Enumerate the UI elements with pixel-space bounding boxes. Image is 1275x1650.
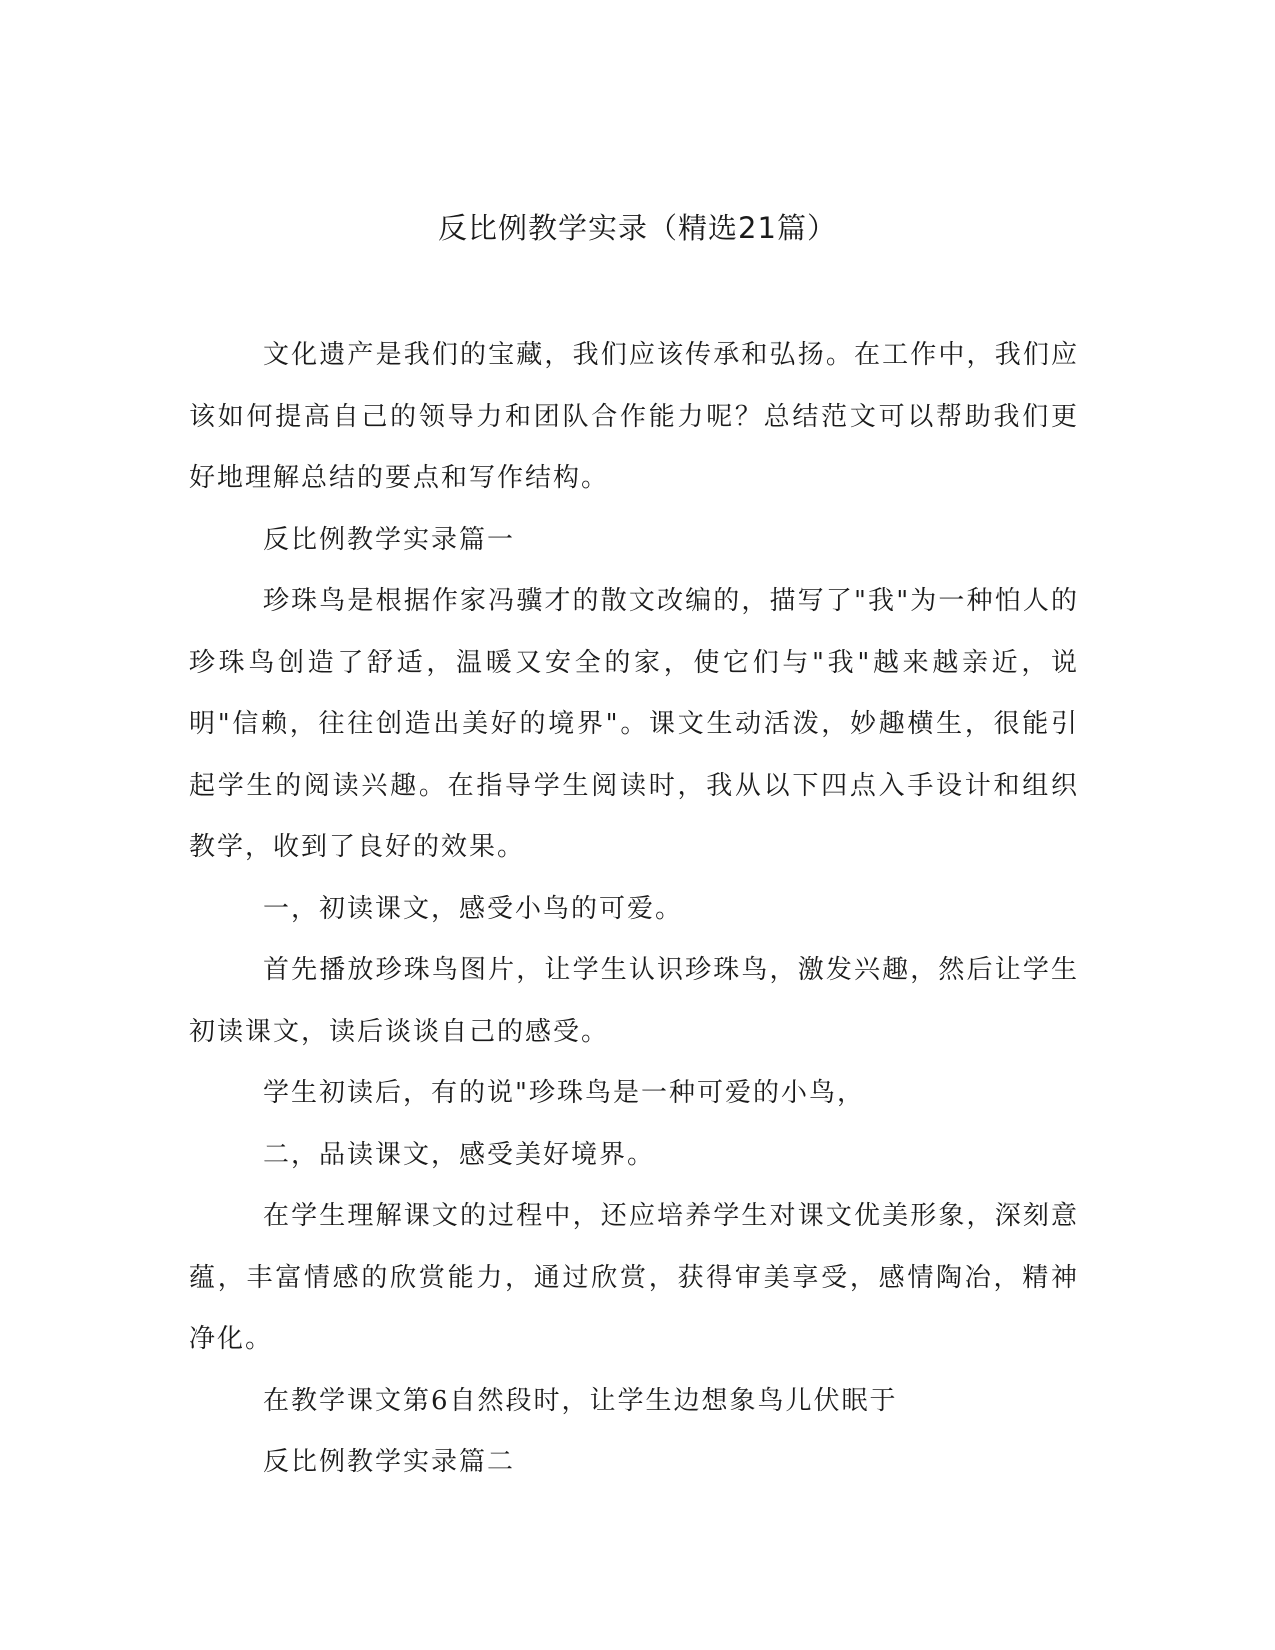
document-title: 反比例教学实录（精选21篇）	[438, 211, 837, 245]
paragraph-pearl-bird-intro: 珍珠鸟是根据作家冯骥才的散文改编的，描写了"我"为一种怕人的珍珠鸟创造了舒适，温暖又安全的家，使它们与"我"越来越亲近，说明"信赖，往往创造出美好的境界"。课文生动活泼，妙趣横生，很能引起学生的阅读兴趣。在指导学生阅读时，我从以下四点入手设计和组织教学，收到了良好的效果。	[189, 586, 1079, 862]
paragraph-first-reading: 首先播放珍珠鸟图片，让学生认识珍珠鸟，激发兴趣，然后让学生初读课文，读后谈谈自己的感受。	[189, 955, 1079, 1047]
paragraph-appreciation: 在学生理解课文的过程中，还应培养学生对课文优美形象，深刻意蕴，丰富情感的欣赏能力，通过欣赏，获得审美享受，感情陶冶，精神净化。	[189, 1201, 1079, 1354]
document-body	[189, 325, 1079, 1494]
subheading-appreciation: 二，品读课文，感受美好境界。	[263, 1139, 656, 1170]
paragraph-intro: 文化遗产是我们的宝藏，我们应该传承和弘扬。在工作中，我们应该如何提高自己的领导力和团队合作能力呢？总结范文可以帮助我们更好地理解总结的要点和写作结构。	[189, 340, 1079, 493]
section-heading-1: 反比例教学实录篇一	[263, 524, 516, 555]
paragraph-sixth-section: 在教学课文第6自然段时，让学生边想象鸟儿伏眠于	[263, 1385, 898, 1416]
section-heading-2: 反比例教学实录篇二	[263, 1447, 516, 1477]
paragraph-student-feedback: 学生初读后，有的说"珍珠鸟是一种可爱的小鸟，	[263, 1078, 865, 1108]
subheading-first-reading: 一，初读课文，感受小鸟的可爱。	[263, 893, 684, 924]
